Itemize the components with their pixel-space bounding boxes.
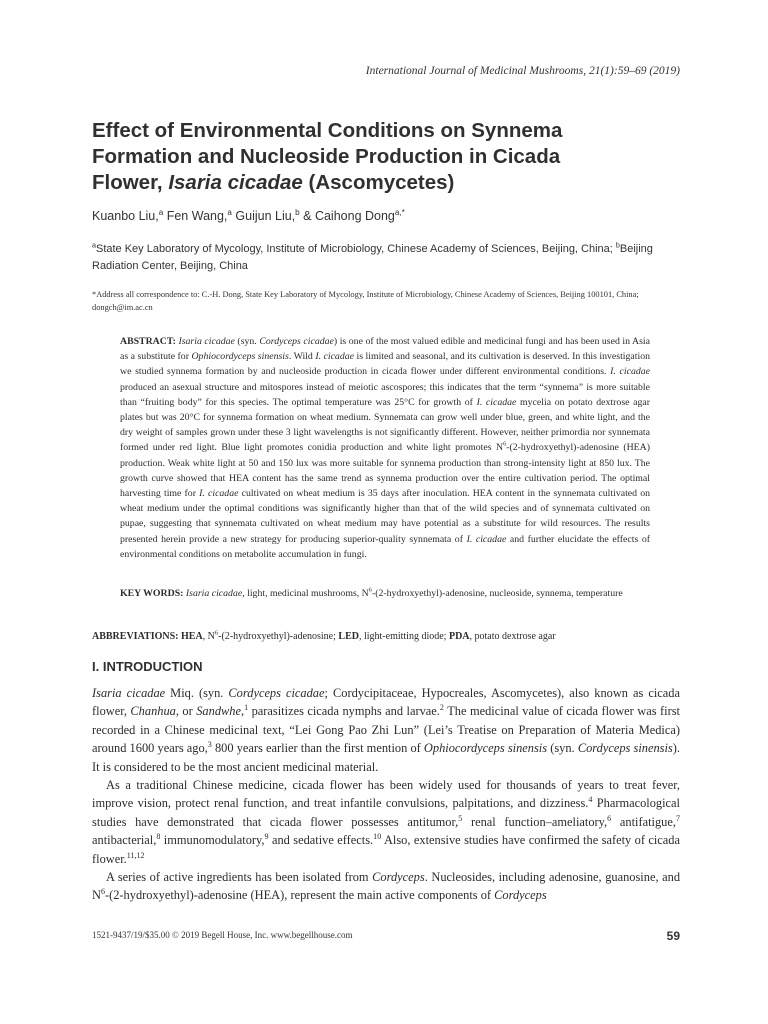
abstract-text: produced an asexual structure and mitospores instead of meiotic ascospores; this indicates that the term “synnema” is more suitable than “fruiting body” for this species. The optimal temperature was 25°C for growth of [120,381,650,408]
abbrev-def: , potato dextrose agar [469,631,556,642]
reference-marker: 3 [207,740,212,750]
journal-header [366,65,680,77]
body-text: antibacterial, [92,833,157,848]
footer-issn: 1521-9437/19/$35.00 © 2019 Begell House, Inc. www.begellhouse.com [92,930,353,940]
keyword-text: , light, medicinal mushrooms, N [242,588,369,599]
italic-text: Cordyceps cicadae [228,686,325,700]
paragraph [92,684,680,776]
reference-marker: 2 [439,703,444,713]
abstract-italic: I. cicadae [476,396,517,408]
title-line-3-prefix: Flower, [92,171,169,194]
body-text: The medicinal value of cicada flower was first recorded in a Chinese medicinal text, “Lei Gong Pao Zhi Lun” (Lei’s Treatise on Preparation of Materia Medica) around 1600 years ago, [92,704,680,756]
author-4-affil: a,* [394,207,405,217]
keyword-sup: 6 [368,586,372,594]
body-text: (syn. [547,741,578,756]
abstract-italic: Ophiocordyceps sinensis [191,351,289,363]
reference-marker: 1 [244,703,249,713]
abstract-sup: 6 [503,441,507,449]
author-2: Fen Wang, [163,209,228,223]
body-text: , [240,704,245,719]
body-text: Pharmacological studies have demonstrated that cicada flower possesses antitumor, [92,796,681,829]
abbrev-term: PDA [448,631,470,642]
author-2-affil: a [227,207,232,217]
author-3: Guijun Liu, [231,209,296,223]
italic-text: Cordyceps [494,888,547,903]
abbrev-def: , N [202,631,215,642]
article-title [92,118,692,196]
italic-text: Ophiocordyceps sinensis [423,741,548,756]
italic-text: Cordyceps [372,870,425,885]
abbrev-def: , light-emitting diode; [358,631,449,642]
body-text: parasitizes cicada nymphs and larvae. [248,704,440,719]
author-1: Kuanbo Liu, [92,209,159,223]
section-heading: I. INTRODUCTION [92,659,203,674]
abbrev-term: LED [338,631,359,642]
body-text: Miq. (syn. [165,686,229,700]
body-text: As a traditional Chinese medicine, cicada flower has been widely used for thousands of years to treat fever, improve vision, protect renal function, and treat infantile convulsions, palpitations, and dizziness. [92,778,680,811]
abstract-text: and further elucidate the effects of environmental conditions on metabolite accumulation in fungi. [120,533,651,560]
journal-name: International Journal of Medicinal Mushrooms [365,65,584,77]
affil-b: Beijing Radiation Center, Beijing, China [92,243,653,272]
body-text: and sedative effects. [268,833,374,848]
abstract-italic: I. cicadae [466,533,507,545]
body-text: ). It is considered to be the most ancient medicinal material. [92,741,680,774]
italic-text: Cordyceps sinensis [577,741,673,756]
italic-text: Sandwhe [196,704,241,719]
keyword-text: -(2-hydroxyethyl)-adenosine, nucleoside, synnema, temperature [371,588,623,599]
page-number: 59 [666,929,680,943]
reference-marker: 6 [607,813,612,823]
author-list [92,209,405,223]
abstract-label: ABSTRACT: [120,336,176,347]
abbreviations [92,629,692,644]
superscript: 6 [100,887,105,897]
author-1-affil: a [158,207,164,217]
keyword-italic: Isaria cicadae [185,588,243,599]
title-line-3-suffix: (Ascomycetes) [302,171,455,194]
abstract-text: ) is one of the most valued edible and medicinal fungi and has been used in Asia as a substitute for [120,336,651,363]
body-text: A series of active ingredients has been isolated from [106,870,373,885]
abstract-italic: I. cicadae [315,351,354,363]
introduction-body [92,684,680,905]
keywords [120,586,650,601]
abstract-text: . Wild [288,351,316,363]
abbrev-def: -(2-hydroxyethyl)-adenosine; [218,631,339,642]
paragraph [92,868,680,905]
body-text: . Nucleosides, including adenosine, guanosine, and N [92,870,681,903]
abstract-italic: I. cicadae [199,488,239,500]
author-3-affil: b [295,207,300,217]
journal-citation: , 21(1):59–69 (2019) [583,65,680,77]
body-text: renal function–ameliatory, [462,814,608,829]
abstract-text: mycelia on potato dextrose agar plates but was 20°C for synnema formation on wheat medium. Synnemata can grow well under blue, green, and white light, and the dry weight of samples grown under these 3 light wavelengths is not significantly different. However, neither primordia nor synnemata formed under red light. Blue light promotes conidia production and white light promotes N [120,396,650,454]
abbreviations-label: ABBREVIATIONS: [92,631,179,642]
abstract-text: cultivated on wheat medium is 35 days after inoculation. HEA content in the synnemata cultivated on wheat medium under the optimal conditions was significantly higher than that of the wild species and of synnemata cultivated on pupae, suggesting that synnemata cultivated on wheat medium may have potential as a substitute for wild resources. The results presented herein provide a new strategy for producing superior-quality synnemata of [120,488,651,545]
abstract-text: -(2-hydroxyethyl)-adenosine (HEA) production. Weak white light at 50 and 150 lux was more suitable for synnema production than strong-intensity light at 850 lux. The growth curve showed that HEA content has the same trend as synnema production over the entire cultivation period. The optimal harvesting time for [120,442,650,500]
abstract [120,334,650,562]
body-text: immunomodulatory, [160,833,265,848]
affiliations [92,241,682,275]
abstract-italic: Cordyceps cicadae [259,336,334,347]
correspondence-note: *Address all correspondence to: C.-H. Dong, State Key Laboratory of Mycology, Institute of Microbiology, Chinese Academy of Sciences, Beijing 100101, China; dongch@im.ac.cn [92,290,639,312]
reference-marker: 9 [264,832,269,842]
reference-marker: 4 [588,795,593,805]
reference-marker: 10 [373,832,382,842]
body-text: ; Cordycipitaceae, Hypocreales, Ascomycetes), also known as cicada flower, [92,686,680,719]
body-text: -(2-hydroxyethyl)-adenosine (HEA), represent the main active components of [104,888,495,903]
italic-text: Chanhua [130,704,176,719]
abstract-italic: Isaria cicadae [178,336,235,347]
affil-b-marker: b [615,241,620,250]
abstract-text: (syn. [234,336,260,347]
body-text: 800 years earlier than the first mention of [211,741,424,756]
title-species: Isaria cicadae [168,171,303,194]
reference-marker: 5 [458,813,463,823]
body-text: antifatigue, [611,814,676,829]
title-line-1: Effect of Environmental Conditions on Synnema [92,119,563,142]
reference-marker: 11,12 [126,850,145,860]
affil-a-marker: a [92,241,96,250]
body-text: Also, extensive studies have confirmed the safety of cicada flower. [92,833,680,866]
italic-text: Isaria cicadae [92,686,166,700]
reference-marker: 7 [675,813,680,823]
abstract-text: is limited and seasonal, and its cultivation is deserved. In this investigation we studied synnema formation by and nucleoside production in cicada flower under different environmental conditions. [120,351,650,378]
author-4: & Caihong Dong [299,209,395,223]
keywords-label: KEY WORDS: [120,588,184,599]
affil-a: State Key Laboratory of Mycology, Institute of Microbiology, Chinese Academy of Sciences, Beijing, China; [95,243,616,255]
abbrev-term: HEA [181,631,203,642]
body-text: , or [175,704,197,719]
title-line-2: Formation and Nucleoside Production in Cicada [92,145,561,168]
reference-marker: 8 [156,832,161,842]
paragraph [92,776,680,868]
abstract-italic: I. cicadae [610,366,650,378]
abbrev-sup: 6 [214,629,219,637]
